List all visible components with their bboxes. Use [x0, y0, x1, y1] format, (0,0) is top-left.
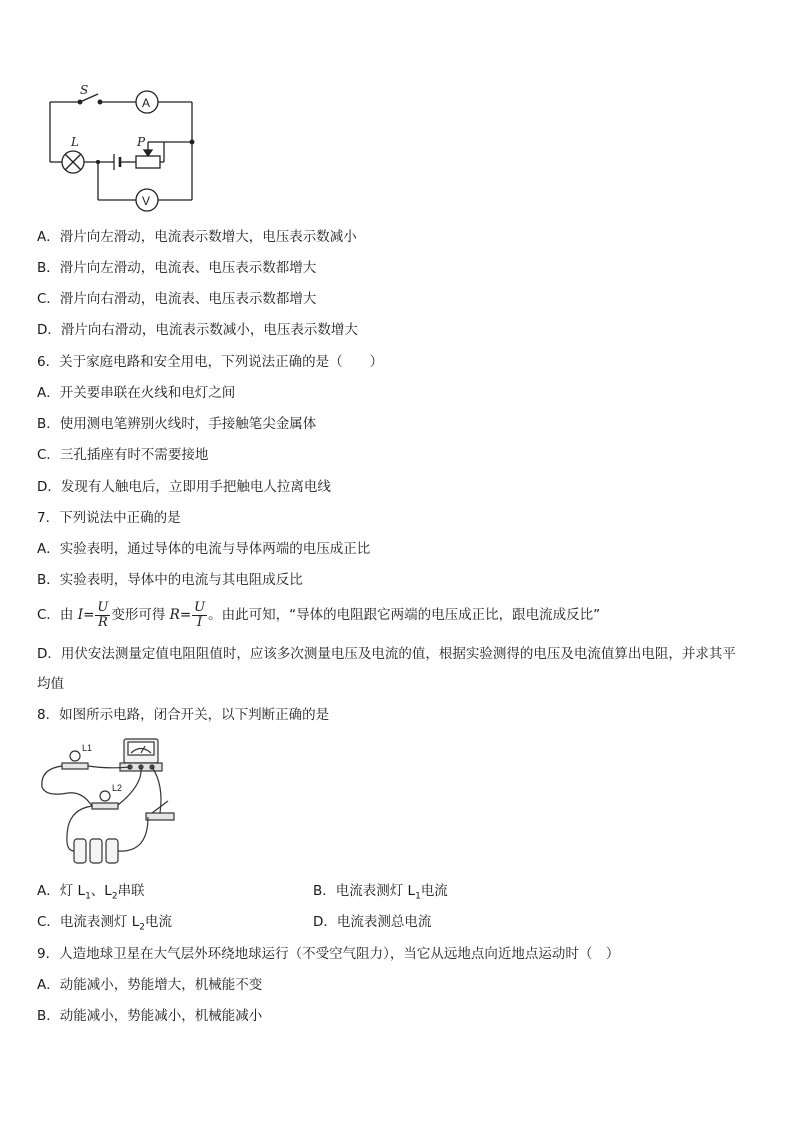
- circuit-photo: [38, 735, 188, 870]
- photo-label-l1: L1: [82, 743, 93, 753]
- q7-option-c: C．由 I= $\frac{U}{R}$ 变形可得 R= $\frac{U}{I}$ 。由此可知，“导体的电阻跟它两端的电压成正比，跟电流成反比”: [37, 599, 601, 630]
- fraction-u-over-r: $\frac{U}{R}$: [97, 599, 109, 630]
- switch-label: S: [80, 83, 89, 97]
- q6-stem: 6．关于家庭电路和安全用电，下列说法正确的是（ ）: [37, 354, 384, 370]
- q8-option-b: B．电流表测灯 $L_1$电流: [313, 883, 448, 902]
- q7-option-b: B．实验表明，导体中的电流与其电阻成反比: [37, 572, 303, 588]
- slider-label: P: [137, 135, 146, 149]
- q7-option-d-line1: D．用伏安法测量定值电阻阻值时，应该多次测量电压及电流的值，根据实验测得的电压及电流值算出电阻，并求其平: [37, 646, 736, 662]
- q5-option-a: A．滑片向左滑动，电流表示数增大，电压表示数减小: [37, 229, 357, 245]
- q6-option-c: C．三孔插座有时不需要接地: [37, 447, 209, 463]
- q7-stem: 7．下列说法中正确的是: [37, 510, 181, 526]
- q5-option-b: B．滑片向左滑动，电流表、电压表示数都增大: [37, 260, 317, 276]
- q9-option-b: B．动能减小，势能减小，机械能减小: [37, 1008, 263, 1024]
- q7-option-a: A．实验表明，通过导体的电流与导体两端的电压成正比: [37, 541, 371, 557]
- q5-option-d: D．滑片向右滑动，电流表示数减小，电压表示数增大: [37, 322, 358, 338]
- q8-option-d: D．电流表测总电流: [313, 914, 432, 930]
- fraction-u-over-i: $\frac{U}{I}$: [194, 599, 206, 630]
- circuit-diagram: [40, 82, 200, 212]
- q8-option-c: C．电流表测灯 $L_2$电流: [37, 914, 172, 933]
- q8-stem: 8．如图所示电路，闭合开关，以下判断正确的是: [37, 707, 330, 723]
- q6-option-d: D．发现有人触电后，立即用手把触电人拉离电线: [37, 479, 331, 495]
- lamp-label: L: [71, 135, 79, 149]
- q6-option-b: B．使用测电笔辨别火线时，手接触笔尖金属体: [37, 416, 317, 432]
- q5-option-c: C．滑片向右滑动，电流表、电压表示数都增大: [37, 291, 317, 307]
- voltmeter-label: V: [142, 194, 151, 208]
- q6-option-a: A．开关要串联在火线和电灯之间: [37, 385, 236, 401]
- q7-option-d-line2: 均值: [37, 676, 64, 692]
- ammeter-label: A: [142, 96, 151, 110]
- q9-option-a: A．动能减小，势能增大，机械能不变: [37, 977, 263, 993]
- q8-option-a: A．灯 $L_1$、$L_2$串联: [37, 883, 145, 902]
- q9-stem: 9．人造地球卫星在大气层外环绕地球运行（不受空气阻力），当它从远地点向近地点运动时（ ）: [37, 946, 620, 962]
- photo-label-l2: L2: [112, 783, 123, 793]
